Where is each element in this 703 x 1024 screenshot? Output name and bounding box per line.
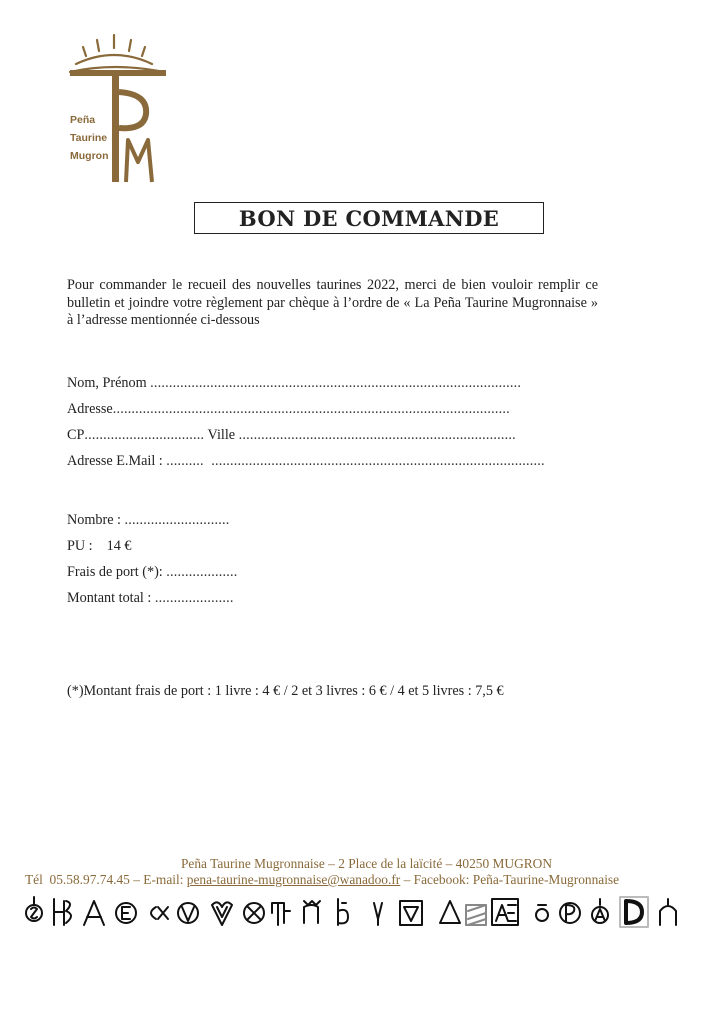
title-box	[194, 202, 544, 234]
field-email[interactable]	[67, 453, 545, 470]
adresse-dots: ..........................................................................................................	[112, 401, 510, 417]
ville-label: Ville	[204, 427, 239, 443]
footer-email-link[interactable]: pena-taurine-mugronnaise@wanadoo.fr	[186, 872, 401, 887]
logo-text-pena: Peña	[70, 114, 96, 126]
decorative-brand-marks-icon	[22, 893, 682, 929]
pu-label: PU :	[67, 538, 93, 554]
shipping-note: (*)Montant frais de port : 1 livre : 4 € / 2 et 3 livres : 6 € / 4 et 5 livres : 7,5 €	[67, 683, 504, 699]
field-nombre[interactable]	[67, 512, 229, 529]
nom-label: Nom, Prénom	[67, 375, 147, 391]
footer-contact	[25, 872, 619, 888]
email-dots: .......... .........................................................................................	[166, 453, 545, 469]
field-cp-ville[interactable]	[67, 427, 516, 444]
frais-dots: ...................	[166, 564, 238, 580]
montant-label: Montant total :	[67, 590, 155, 606]
field-frais-port[interactable]	[67, 564, 238, 581]
footer-address: Peña Taurine Mugronnaise – 2 Place de la laïcité – 40250 MUGRON	[180, 856, 553, 871]
nombre-dots: ............................	[124, 512, 230, 528]
field-montant-total[interactable]	[67, 590, 234, 607]
montant-dots: .....................	[154, 590, 234, 606]
footer-tel: Tél 05.58.97.74.45 – E-mail:	[25, 872, 187, 887]
cp-dots: ................................	[84, 427, 205, 443]
pena-logo	[64, 32, 174, 184]
cp-label: CP	[67, 427, 85, 443]
nombre-label: Nombre :	[67, 512, 125, 528]
logo-text-mugron: Mugron	[70, 150, 109, 162]
adresse-label: Adresse	[67, 401, 113, 417]
page-title: BON DE COMMANDE	[238, 205, 500, 231]
nom-dots: ...................................................................................................	[150, 375, 522, 391]
frais-label: Frais de port (*):	[67, 564, 167, 580]
field-nom-prenom[interactable]	[67, 375, 521, 392]
ville-dots: ..........................................................................	[238, 427, 516, 443]
intro-paragraph: Pour commander le recueil des nouvelles taurines 2022, merci de bien vouloir remplir ce bulletin et joindre votre règlement par chèque à l’ordre de « La Peña Taurine Mugronnaise » à l’adresse mentionnée ci-dessous	[67, 277, 598, 328]
pu-value: 14 €	[106, 538, 132, 554]
email-label: Adresse E.Mail :	[67, 453, 167, 469]
footer-facebook: – Facebook: Peña-Taurine-Mugronnaise	[400, 872, 620, 887]
logo-text-taurine: Taurine	[70, 132, 108, 144]
field-adresse[interactable]	[67, 401, 510, 418]
field-pu	[67, 538, 131, 555]
